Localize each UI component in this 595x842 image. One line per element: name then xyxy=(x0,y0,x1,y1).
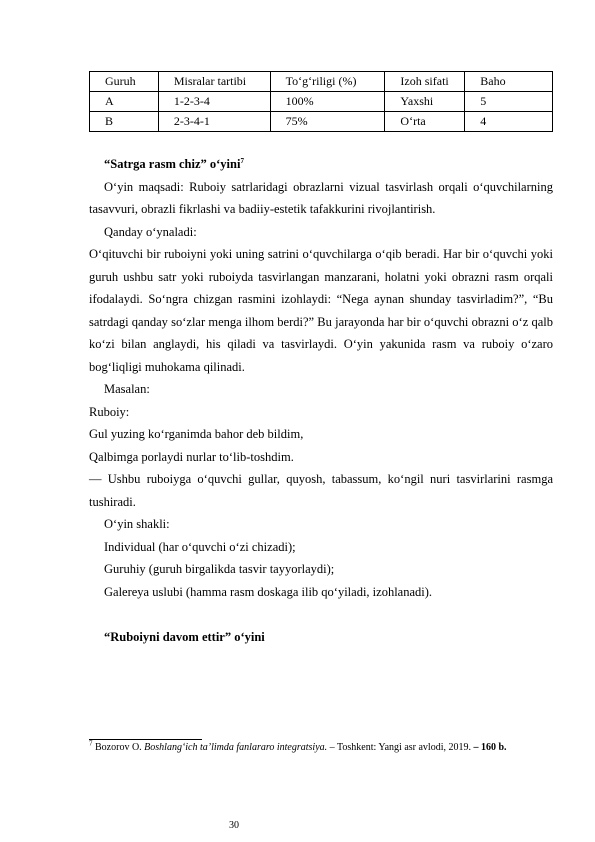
footnote-reference[interactable]: 7 xyxy=(240,156,244,165)
table-cell: B xyxy=(90,112,159,132)
how-to-play-label: Qanday o‘ynaladi: xyxy=(104,224,197,239)
table-cell: Yaxshi xyxy=(385,92,465,112)
table-header-cell: To‘g‘riligi (%) xyxy=(270,72,385,92)
verse-comment: — Ushbu ruboiyga o‘quvchi gullar, quyosh, tabassum, ko‘ngil nuri tasvirlarini rasmga tushiradi. xyxy=(89,472,553,509)
section-heading: “Ruboiyni davom ettir” o‘yini xyxy=(104,629,265,644)
footnote-pages: – 160 b. xyxy=(473,742,507,753)
example-label: Masalan: xyxy=(104,382,150,396)
game-form-item: Guruhiy (guruh birgalikda tasvir tayyorlaydi); xyxy=(104,562,335,576)
table-cell: O‘rta xyxy=(385,112,465,132)
blank-line xyxy=(89,603,553,626)
table-cell: 5 xyxy=(465,92,553,112)
table-cell: 4 xyxy=(465,112,553,132)
ruboiy-label: Ruboiy: xyxy=(89,404,130,419)
body-text xyxy=(89,153,553,648)
footnote-title: Boshlang‘ich ta’limda fanlararo integratsiya. xyxy=(144,742,328,753)
game-form-item: Individual (har o‘quvchi o‘zi chizadi); xyxy=(104,539,296,554)
game-forms-label: O‘yin shakli: xyxy=(104,517,170,531)
game-form-item: Galereya uslubi (hamma rasm doskaga ilib qo‘yiladi, izohlanadi). xyxy=(104,584,433,599)
table-header-cell: Izoh sifati xyxy=(385,72,465,92)
verse-line: Qalbimga porlaydi nurlar to‘lib-toshdim. xyxy=(89,449,294,464)
page-number: 30 xyxy=(229,820,239,831)
goal-paragraph: O‘yin maqsadi: Ruboiy satrlaridagi obrazlarni vizual tasvirlash orqali o‘quvchilarning tasavvuri, obrazli fikrlashi va badiiy-estetik tafakkurini rivojlantirish. xyxy=(89,179,553,216)
verse-line: Gul yuzing ko‘rganimda bahor deb bildim, xyxy=(89,427,304,441)
footnote-divider xyxy=(89,739,202,740)
table-row xyxy=(90,92,553,112)
table-header-cell: Baho xyxy=(465,72,553,92)
footnote xyxy=(89,741,553,754)
how-to-play-paragraph: O‘qituvchi bir ruboiyni yoki uning satrini o‘quvchilarga o‘qib beradi. Har bir o‘quvchi yoki guruh ushbu satr yoki ruboiyda tasvirlangan manzarani, holatni yoki obrazni rasm orqali ifodalaydi. So‘ngra chizgan rasmini izohlaydi: “Nega aynan shunday tasvirladim?”, “Bu satrdagi qanday so‘zlar menga ilhom berdi?” Bu jarayonda har bir o‘quvchi obrazni o‘z qalb ko‘zi bilan anglaydi, his qiladi va tasvirlaydi. O‘yin yakunida rasm va ruboiy o‘zaro bog‘liqligi muhokama qilinadi. xyxy=(89,247,553,374)
table-cell: 1-2-3-4 xyxy=(158,92,270,112)
grades-table xyxy=(89,71,553,132)
table-header-cell: Misralar tartibi xyxy=(158,72,270,92)
footnote-publisher: – Toshkent: Yangi asr avlodi, 2019. xyxy=(327,742,474,753)
table-header-row xyxy=(90,72,553,92)
table-cell: A xyxy=(90,92,159,112)
table-header-cell: Guruh xyxy=(90,72,159,92)
section-heading: “Satrga rasm chiz” o‘yini$^7$ xyxy=(104,156,244,171)
table-cell: 100% xyxy=(270,92,385,112)
table-row xyxy=(90,112,553,132)
table-cell: 75% xyxy=(270,112,385,132)
footnote-mark: 7 xyxy=(89,739,93,748)
footnote-author: Bozorov O. xyxy=(92,742,145,753)
table-cell: 2-3-4-1 xyxy=(158,112,270,132)
